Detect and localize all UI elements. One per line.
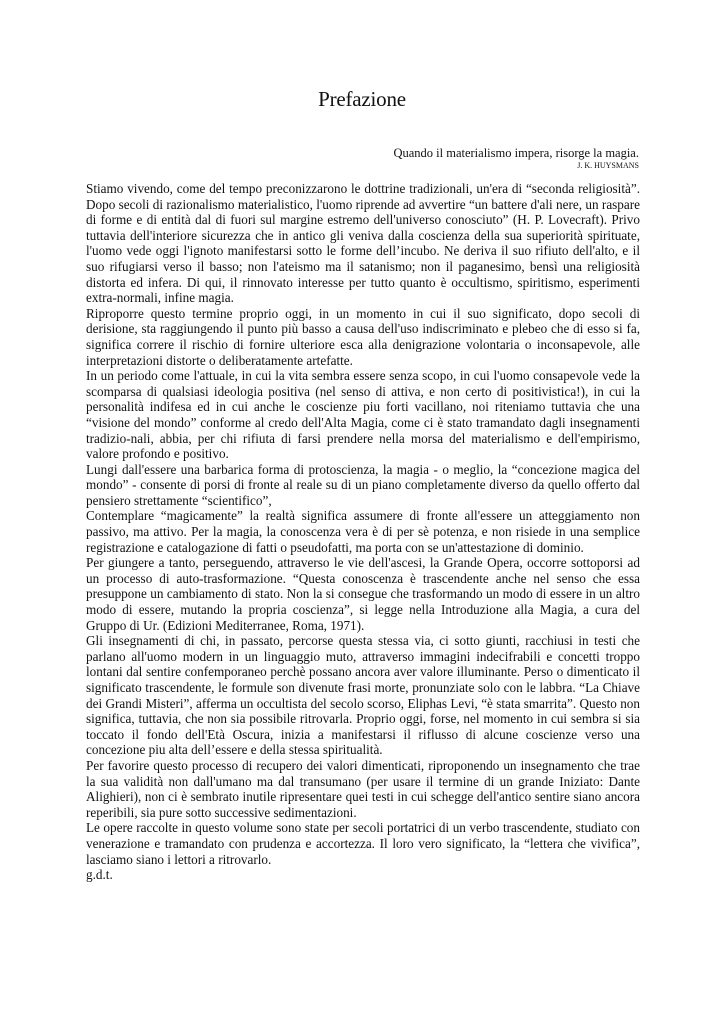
paragraph-3: In un periodo come l'attuale, in cui la vita sembra essere senza scopo, in cui l'uomo consapevole vede la scomparsa di qualsiasi ideologia positiva (nel senso di attiva, e non certo di positivistica!), in cui la personalità indifesa ed in cui anche le coscienze piu forti vacillano, noi riteniamo tuttavia che una “visione del mondo” conforme al credo dell'Alta Magia, come ci è stato tramandato dagli insegnamenti tradizio-nali, abbia, per chi rifiuta di farsi prendere nella morsa del materialismo e dell'empirismo, valore profondo e positivo. [86, 368, 640, 462]
paragraph-1: Stiamo vivendo, come del tempo preconizzarono le dottrine tradizionali, un'era di “seconda religiosità”. Dopo secoli di razionalismo materialistico, l'uomo riprende ad avvertire “un battere d'ali nere, un raspare di forme e di entità dal di fuori sul margine estremo dell'universo conosciuto” (H. P. Lovecraft). Privo tuttavia dell'interiore sicurezza che in antico gli veniva dalla coscienza della sua superiorità spirituate, l'uomo vede oggi l'ignoto manifestarsi sotto le forme dell’incubo. Ne deriva il suo rifiuto dell'alto, e il suo rifugiarsi verso il basso; non l'ateismo ma il satanismo; non il paganesimo, bensì una religiosità distorta ed infera. Di qui, il rinnovato interesse per tutto quanto è occultismo, spiritismo, esperimenti extra-normali, infine magia. [86, 181, 640, 306]
signature: g.d.t. [86, 867, 113, 883]
paragraph-5: Contemplare “magicamente” la realtà significa assumere di fronte all'essere un atteggiamento non passivo, ma attivo. Per la magia, la conoscenza vera è di per sè potenza, e non risiede in una semplice registrazione e catalogazione di fatti o pseudofatti, ma porta con se un'attestazione di dominio. [86, 508, 640, 555]
page-title: Prefazione [318, 87, 406, 111]
epigraph-author: J. K. HUYSMANS [577, 161, 639, 170]
paragraph-4: Lungi dall'essere una barbarica forma di protoscienza, la magia - o meglio, la “concezione magica del mondo” - consente di porsi di fronte al reale su di un piano completamente diverso da quello offerto dal pensiero strettamente “scientifico”, [86, 461, 640, 508]
epigraph-quote: Quando il materialismo impera, risorge la magia. [393, 146, 639, 160]
paragraph-9: Le opere raccolte in questo volume sono state per secoli portatrici di un verbo trascendente, studiato con venerazione e tramandato con prudenza e accortezza. Il loro vero significato, la “lettera che vivifica”, lasciamo siano i lettori a ritrovarlo. [86, 820, 640, 867]
paragraph-2: Riproporre questo termine proprio oggi, in un momento in cui il suo significato, dopo secoli di derisione, sta raggiungendo il punto più basso a causa dell'uso indiscriminato e plebeo che di esso si fa, significa correre il rischio di fornire ulteriore esca alla denigrazione volontaria o inconsapevole, alle interpretazioni distorte o deliberatamente artefatte. [86, 305, 640, 368]
paragraph-6: Per giungere a tanto, perseguendo, attraverso le vie dell'ascesi, la Grande Opera, occorre sottoporsi ad un processo di auto-trasformazione. “Questa conoscenza è trascendente anche nel senso che essa presuppone un cambiamento di stato. Non la si consegue che trasformando un modo di essere in un altro modo di essere, mutando la propria coscienza”, si legge nella Introduzione alla Magia, a cura del Gruppo di Ur. (Edizioni Mediterranee, Roma, 1971). [86, 555, 640, 633]
paragraph-7: Gli insegnamenti di chi, in passato, percorse questa stessa via, ci sotto giunti, racchiusi in testi che parlano all'uomo modern in un linguaggio muto, attraverso immagini indecifrabili e concetti troppo lontani dal sentire confemporaneo perchè possano ancora aver valore illuminante. Perso o dimenticato il significato trascendente, le formule son divenute frasi morte, pronunziate solo con le labbra. “La Chiave dei Grandi Misteri”, afferma un occultista del secolo scorso, Eliphas Levi, “è stata smarrita”. Questo non significa, tuttavia, che non sia possibile ritrovarla. Proprio oggi, forse, nel momento in cui sembra si sia toccato il fondo dell'Età Oscura, inizia a manifestarsi il riflusso di alcune coscienze verso una concezione piu alta dell’essere e della stessa spiritualità. [86, 633, 640, 758]
epigraph [393, 146, 639, 171]
paragraph-8: Per favorire questo processo di recupero dei valori dimenticati, riproponendo un insegnamento che trae la sua validità non dall'umano ma dal transumano (per usare il termine di un grande Iniziato: Dante Alighieri), non ci è sembrato inutile ripresentare quei testi in cui schegge dell'antico sentire siano ancora reperibili, sia pure sotto successive sedimentazioni. [86, 757, 640, 820]
preface-body [86, 181, 640, 883]
